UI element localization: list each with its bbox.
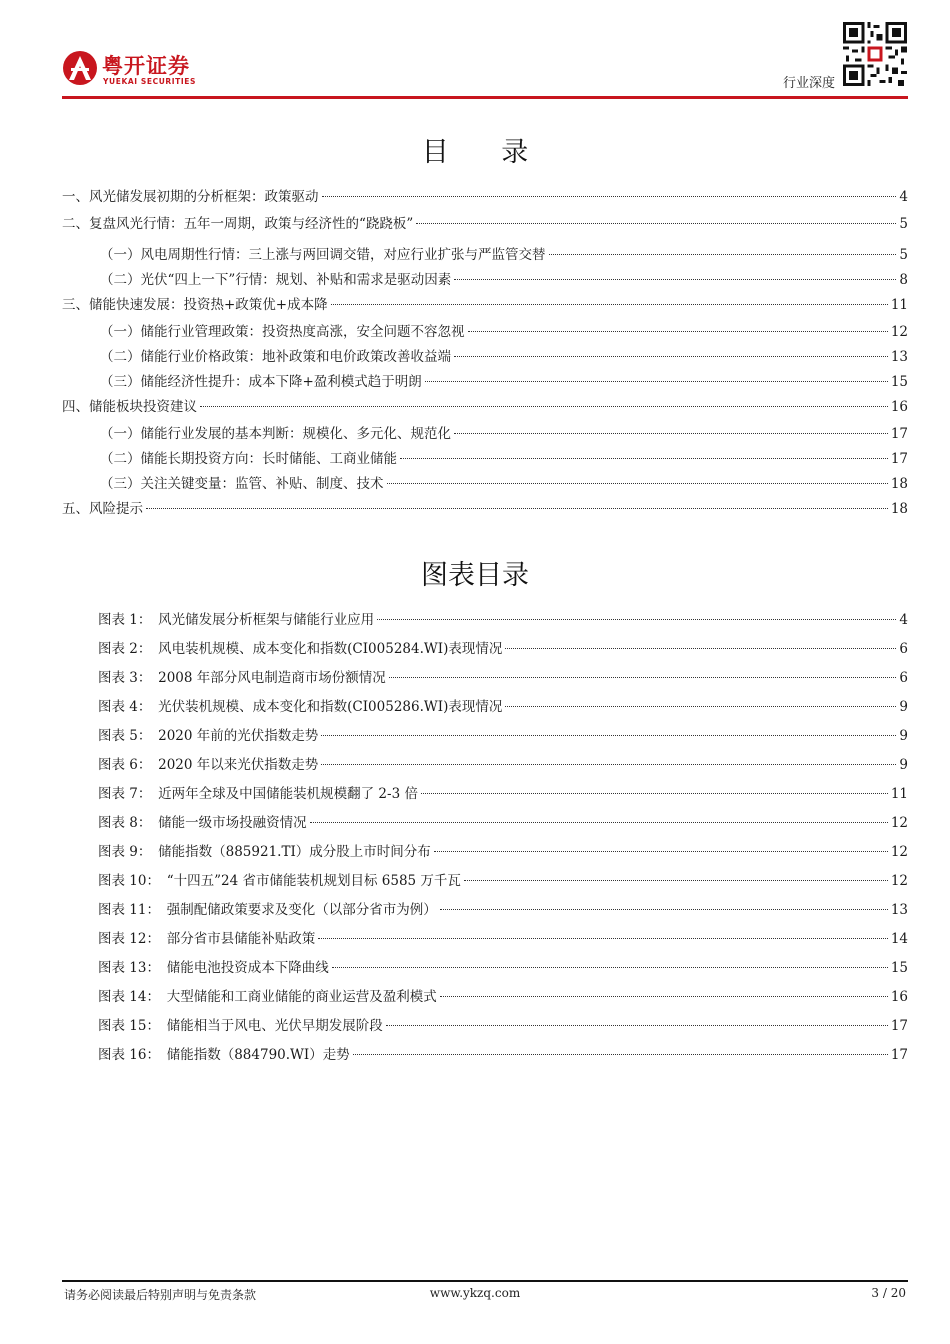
toc-section-entry[interactable] bbox=[62, 293, 908, 313]
figure-entry-page: 6 bbox=[899, 670, 908, 686]
qr-code-icon bbox=[843, 22, 907, 86]
toc-entry-label: 四、储能板块投资建议 bbox=[62, 399, 197, 415]
figure-entry-label: 图表 2： 风电装机规模、成本变化和指数(CI005284.WI)表现情况 bbox=[98, 641, 503, 657]
toc-leader-dots bbox=[387, 483, 888, 484]
toc-entry-page: 18 bbox=[890, 501, 908, 517]
toc-subsection-entry[interactable] bbox=[100, 422, 908, 442]
toc-leader-dots bbox=[425, 381, 888, 382]
toc-entry-page: 17 bbox=[890, 426, 908, 442]
figure-entry[interactable] bbox=[98, 840, 908, 860]
toc-subsection-entry[interactable] bbox=[100, 345, 908, 365]
toc-entry-label: 一、风光储发展初期的分析框架：政策驱动 bbox=[62, 189, 319, 205]
figure-entry-label: 图表 13： 储能电池投资成本下降曲线 bbox=[98, 960, 329, 976]
figure-entry[interactable] bbox=[98, 753, 908, 773]
toc-subsection-entry[interactable] bbox=[100, 320, 908, 340]
figure-leader-dots bbox=[321, 764, 896, 765]
toc-entry-page: 12 bbox=[890, 324, 908, 340]
toc-entry-page: 8 bbox=[899, 272, 908, 288]
toc-entry-page: 5 bbox=[899, 216, 908, 232]
figure-entry[interactable] bbox=[98, 898, 908, 918]
figure-entry-label: 图表 9： 储能指数（885921.TI）成分股上市时间分布 bbox=[98, 844, 431, 860]
toc-entry-label: （一）风电周期性行情：三上涨与两回调交错，对应行业扩张与严监管交替 bbox=[100, 247, 546, 263]
toc-entry-page: 13 bbox=[890, 349, 908, 365]
toc-entry-page: 18 bbox=[890, 476, 908, 492]
toc-leader-dots bbox=[454, 433, 888, 434]
figure-entry-page: 16 bbox=[890, 989, 908, 1005]
toc-section-entry[interactable] bbox=[62, 395, 908, 415]
figure-entry-page: 9 bbox=[899, 757, 908, 773]
figure-entry[interactable] bbox=[98, 724, 908, 744]
figure-entry-page: 17 bbox=[890, 1047, 908, 1063]
figure-entry[interactable] bbox=[98, 666, 908, 686]
toc-subsection-entry[interactable] bbox=[100, 447, 908, 467]
figure-entry[interactable] bbox=[98, 608, 908, 628]
toc-title: 目 录 bbox=[421, 137, 551, 168]
toc-leader-dots bbox=[416, 223, 896, 224]
figure-entry[interactable] bbox=[98, 811, 908, 831]
toc-entry-label: （三）关注关键变量：监管、补贴、制度、技术 bbox=[100, 476, 384, 492]
figure-entry[interactable] bbox=[98, 1043, 908, 1063]
toc-subsection-entry[interactable] bbox=[100, 370, 908, 390]
brand-name: 粤开证券 bbox=[102, 54, 190, 78]
figure-leader-dots bbox=[310, 822, 888, 823]
figure-entry-page: 11 bbox=[890, 786, 908, 802]
header-divider bbox=[62, 96, 908, 99]
figure-entry-label: 图表 1： 风光储发展分析框架与储能行业应用 bbox=[98, 612, 375, 628]
figure-entry-page: 6 bbox=[899, 641, 908, 657]
footer-website[interactable]: www.ykzq.com bbox=[429, 1286, 521, 1300]
toc-section-entry[interactable] bbox=[62, 212, 908, 232]
footer-page-number: 3 / 20 bbox=[871, 1286, 906, 1300]
footer-disclaimer[interactable]: 请务必阅读最后特别声明与免责条款 bbox=[64, 1288, 257, 1302]
figure-leader-dots bbox=[464, 880, 888, 881]
figure-leader-dots bbox=[434, 851, 888, 852]
toc-subsection-entry[interactable] bbox=[100, 472, 908, 492]
figure-entry-label: 图表 6： 2020 年以来光伏指数走势 bbox=[98, 757, 319, 773]
figure-entry[interactable] bbox=[98, 1014, 908, 1034]
figure-entry-label: 图表 8： 储能一级市场投融资情况 bbox=[98, 815, 307, 831]
toc-entry-label: （一）储能行业管理政策：投资热度高涨，安全问题不容忽视 bbox=[100, 324, 465, 340]
figure-list-title: 图表目录 bbox=[421, 560, 529, 591]
toc-leader-dots bbox=[331, 304, 888, 305]
figure-leader-dots bbox=[386, 1025, 888, 1026]
toc-entry-label: 五、风险提示 bbox=[62, 501, 143, 517]
figure-entry[interactable] bbox=[98, 869, 908, 889]
figure-leader-dots bbox=[421, 793, 888, 794]
figure-entry-label: 图表 14： 大型储能和工商业储能的商业运营及盈利模式 bbox=[98, 989, 437, 1005]
figure-entry-label: 图表 7： 近两年全球及中国储能装机规模翻了 2-3 倍 bbox=[98, 786, 418, 802]
toc-leader-dots bbox=[146, 508, 888, 509]
toc-subsection-entry[interactable] bbox=[100, 243, 908, 263]
toc-leader-dots bbox=[322, 196, 897, 197]
figure-entry-label: 图表 4： 光伏装机规模、成本变化和指数(CI005286.WI)表现情况 bbox=[98, 699, 503, 715]
toc-entry-label: （三）储能经济性提升：成本下降+盈利模式趋于明朗 bbox=[100, 374, 422, 390]
toc-leader-dots bbox=[200, 406, 888, 407]
figure-leader-dots bbox=[353, 1054, 888, 1055]
figure-leader-dots bbox=[505, 648, 896, 649]
figure-entry-label: 图表 16： 储能指数（884790.WI）走势 bbox=[98, 1047, 350, 1063]
figure-leader-dots bbox=[321, 735, 896, 736]
toc-entry-page: 4 bbox=[899, 189, 908, 205]
figure-leader-dots bbox=[440, 996, 888, 997]
figure-leader-dots bbox=[440, 909, 888, 910]
toc-entry-page: 15 bbox=[890, 374, 908, 390]
figure-entry-page: 9 bbox=[899, 728, 908, 744]
report-type-tag: 行业深度 bbox=[782, 76, 835, 91]
toc-entry-label: （二）储能行业价格政策：地补政策和电价政策改善收益端 bbox=[100, 349, 451, 365]
figure-entry-page: 4 bbox=[899, 612, 908, 628]
figure-entry-page: 9 bbox=[899, 699, 908, 715]
toc-entry-page: 17 bbox=[890, 451, 908, 467]
brand-name-en: YUEKAI SECURITIES bbox=[103, 77, 196, 86]
toc-entry-label: （二）储能长期投资方向：长时储能、工商业储能 bbox=[100, 451, 397, 467]
figure-leader-dots bbox=[332, 967, 888, 968]
toc-entry-label: （二）光伏“四上一下”行情：规划、补贴和需求是驱动因素 bbox=[100, 272, 452, 288]
figure-entry[interactable] bbox=[98, 695, 908, 715]
figure-entry[interactable] bbox=[98, 637, 908, 657]
figure-entry-label: 图表 5： 2020 年前的光伏指数走势 bbox=[98, 728, 319, 744]
figure-entry-page: 14 bbox=[890, 931, 908, 947]
toc-entry-page: 5 bbox=[899, 247, 908, 263]
toc-section-entry[interactable] bbox=[62, 185, 908, 205]
footer-divider bbox=[62, 1280, 908, 1282]
figure-entry-label: 图表 12： 部分省市县储能补贴政策 bbox=[98, 931, 316, 947]
figure-entry-page: 12 bbox=[890, 873, 908, 889]
toc-entry-label: 三、储能快速发展：投资热+政策优+成本降 bbox=[62, 297, 328, 313]
figure-entry-page: 12 bbox=[890, 815, 908, 831]
toc-leader-dots bbox=[549, 254, 897, 255]
toc-leader-dots bbox=[454, 279, 896, 280]
figure-entry[interactable] bbox=[98, 956, 908, 976]
toc-entry-page: 16 bbox=[890, 399, 908, 415]
toc-entry-page: 11 bbox=[890, 297, 908, 313]
toc-subsection-entry[interactable] bbox=[100, 268, 908, 288]
figure-entry-page: 12 bbox=[890, 844, 908, 860]
figure-entry-label: 图表 11： 强制配储政策要求及变化（以部分省市为例） bbox=[98, 902, 437, 918]
figure-entry[interactable] bbox=[98, 782, 908, 802]
figure-entry[interactable] bbox=[98, 985, 908, 1005]
toc-leader-dots bbox=[400, 458, 888, 459]
figure-leader-dots bbox=[505, 706, 896, 707]
figure-entry-page: 17 bbox=[890, 1018, 908, 1034]
figure-entry-page: 13 bbox=[890, 902, 908, 918]
toc-entry-label: （一）储能行业发展的基本判断：规模化、多元化、规范化 bbox=[100, 426, 451, 442]
figure-leader-dots bbox=[389, 677, 897, 678]
brand-logo-icon bbox=[62, 50, 98, 86]
toc-entry-label: 二、复盘风光行情：五年一周期，政策与经济性的“跷跷板” bbox=[62, 216, 414, 232]
figure-entry[interactable] bbox=[98, 927, 908, 947]
figure-entry-label: 图表 10： “十四五”24 省市储能装机规划目标 6585 万千瓦 bbox=[98, 873, 461, 889]
figure-entry-page: 15 bbox=[890, 960, 908, 976]
toc-leader-dots bbox=[454, 356, 888, 357]
figure-entry-label: 图表 3： 2008 年部分风电制造商市场份额情况 bbox=[98, 670, 386, 686]
figure-leader-dots bbox=[318, 938, 888, 939]
page-header bbox=[0, 0, 950, 100]
toc-section-entry[interactable] bbox=[62, 497, 908, 517]
figure-leader-dots bbox=[377, 619, 896, 620]
toc-leader-dots bbox=[468, 331, 888, 332]
figure-entry-label: 图表 15： 储能相当于风电、光伏早期发展阶段 bbox=[98, 1018, 383, 1034]
